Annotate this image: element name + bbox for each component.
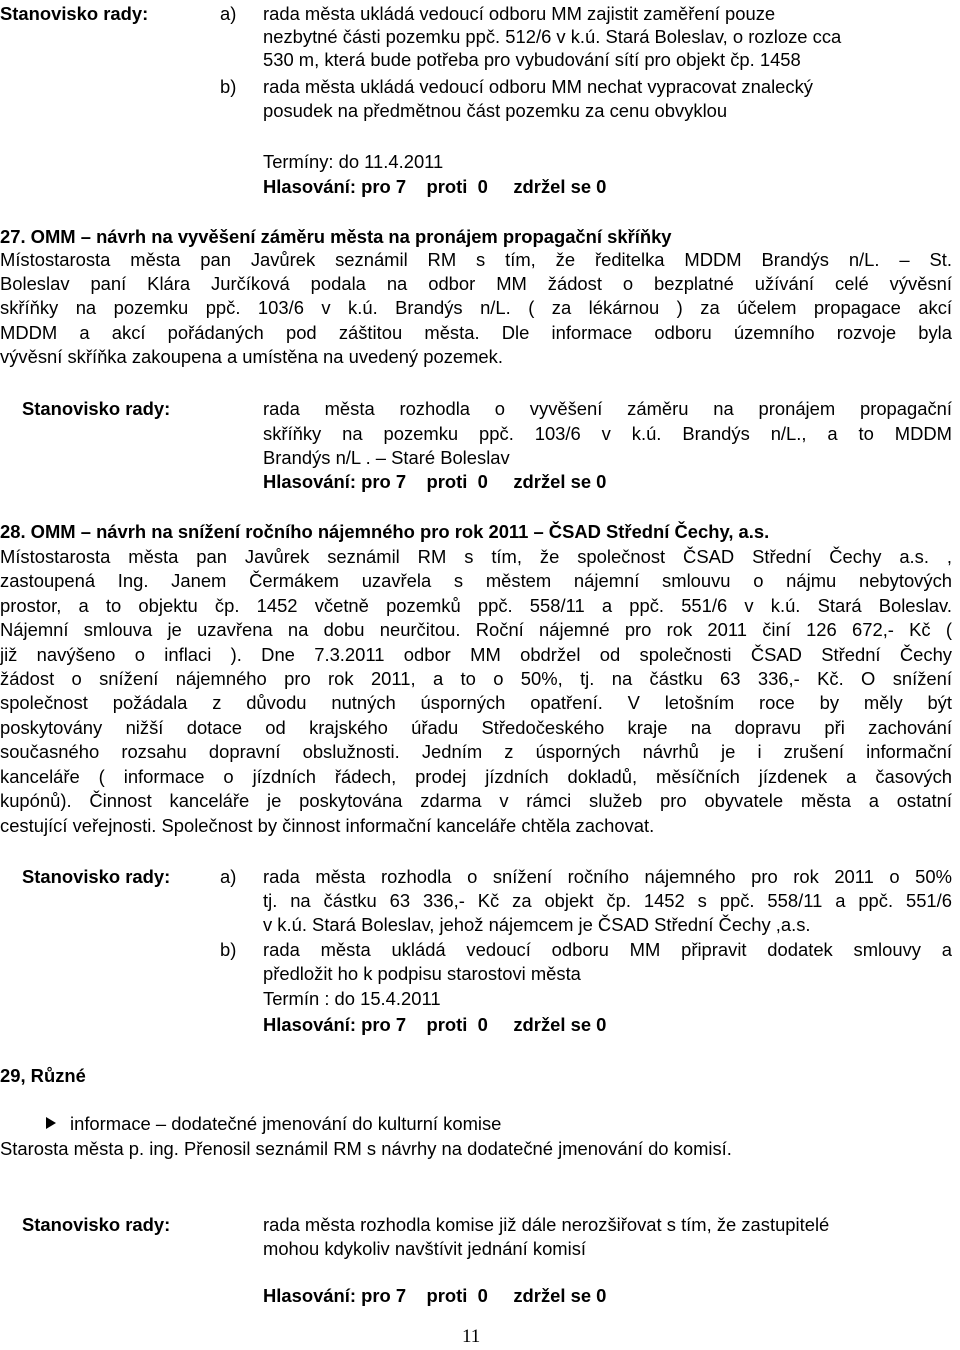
option-a-line-26-3: 530 m, která bude potřeba pro vybudování sítí pro objekt čp. 1458	[263, 49, 801, 70]
decision-27-line-1: rada města rozhodla o vyvěšení záměru na pronájem propagační	[263, 398, 952, 419]
item-28-body-8: poskytovány nižší dotace od krajského úřadu Středočeského kraje na dopravu při zachování	[0, 717, 952, 738]
decision-27-line-3: Brandýs n/L . – Staré Boleslav	[263, 447, 510, 468]
decision-29-line-2: mohou kdykoliv navštívit jednání komisí	[263, 1238, 587, 1259]
vote-result-28: Hlasování: pro 7 proti 0 zdržel se 0	[263, 1014, 607, 1035]
vote-result-27: Hlasování: pro 7 proti 0 zdržel se 0	[263, 471, 607, 492]
option-b-line-28-2: předložit ho k podpisu starostovi města	[263, 963, 581, 984]
term-28: Termín : do 15.4.2011	[263, 988, 441, 1009]
item-28-body-11: kupónů). Činnost kanceláře je poskytována zdarma v rámci služeb pro obyvatele města a ostatní	[0, 790, 952, 811]
option-a-line-26-1: rada města ukládá vedoucí odboru MM zajistit zaměření pouze	[263, 3, 776, 24]
vote-result-26: Hlasování: pro 7 proti 0 zdržel se 0	[263, 176, 607, 197]
item-29-heading: 29, Různé	[0, 1065, 86, 1086]
item-27-body-1: Místostarosta města pan Javůrek seznámil RM s tím, že ředitelka MDDM Brandýs n/L. – St.	[0, 249, 952, 270]
item-27-body-2: Boleslav paní Klára Jurčíková podala na odbor MM žádost o bezplatné užívání celé vývěsní	[0, 273, 952, 294]
item-28-body-1: Místostarosta města pan Javůrek seznámil RM s tím, že společnost ČSAD Střední Čechy a.s. ,	[0, 546, 952, 567]
arrow-bullet-icon	[46, 1117, 56, 1129]
terms-26: Termíny: do 11.4.2011	[263, 151, 444, 172]
item-28-body-10: kanceláře ( informace o jízdních řádech, prodej jízdních dokladů, měsíčních jízdenek a časových	[0, 766, 952, 787]
item-29-bullet-text: informace – dodatečné jmenování do kulturní komise	[70, 1113, 502, 1134]
option-a-line-28-3: v k.ú. Stará Boleslav, jehož nájemcem je ČSAD Střední Čechy ,a.s.	[263, 914, 811, 935]
item-27-body-5: vývěsní skříňka zakoupena a umístěna na uvedený pozemek.	[0, 346, 503, 367]
stanovisko-label-28: Stanovisko rady:	[22, 866, 171, 887]
option-a-line-28-1: rada města rozhodla o snížení ročního nájemného pro rok 2011 o 50%	[263, 866, 952, 887]
page-number: 11	[462, 1326, 481, 1347]
stanovisko-label-27: Stanovisko rady:	[22, 398, 171, 419]
item-28-body-7: společnost požádala z důvodu nutných úsporných opatření. V letošním roce by měly být	[0, 692, 952, 713]
option-b-marker-28: b)	[220, 939, 237, 960]
item-27-body-3: skříňky na pozemku ppč. 103/6 v k.ú. Brandýs n/L. ( za lékárnou ) za účelem propagace akcí	[0, 297, 952, 318]
item-28-body-3: prostor, a to objektu čp. 1452 včetně pozemků ppč. 558/11 a ppč. 551/6 v k.ú. Stará Boleslav.	[0, 595, 952, 616]
option-b-line-26-2: posudek na předmětnou část pozemku za cenu obvyklou	[263, 100, 728, 121]
item-28-body-4: Nájemní smlouva je uzavřena na dobu neurčitou. Roční nájemné pro rok 2011 činí 126 672,- Kč (	[0, 619, 952, 640]
item-28-body-2: zastoupená Ing. Janem Čermákem uzavřela s městem nájemní smlouvu o nájmu nebytových	[0, 570, 952, 591]
item-28-body-12: cestující veřejnosti. Společnost by činnost informační kanceláře chtěla zachovat.	[0, 815, 655, 836]
option-a-line-26-2: nezbytné části pozemku ppč. 512/6 v k.ú. Stará Boleslav, o rozloze cca	[263, 26, 842, 47]
stanovisko-label-26: Stanovisko rady:	[0, 3, 149, 24]
option-b-line-26-1: rada města ukládá vedoucí odboru MM nechat vypracovat znalecký	[263, 76, 813, 97]
decision-27-line-2: skříňky na pozemku ppč. 103/6 v k.ú. Brandýs n/L., a to MDDM	[263, 423, 952, 444]
option-b-marker-26: b)	[220, 76, 237, 97]
decision-29-line-1: rada města rozhodla komise již dále nerozšiřovat s tím, že zastupitelé	[263, 1214, 830, 1235]
option-a-marker-28: a)	[220, 866, 237, 887]
stanovisko-label-29: Stanovisko rady:	[22, 1214, 171, 1235]
item-27-heading: 27. OMM – návrh na vyvěšení záměru města na pronájem propagační skříňky	[0, 226, 672, 247]
option-a-marker-26: a)	[220, 3, 237, 24]
option-b-line-28-1: rada města ukládá vedoucí odboru MM připravit dodatek smlouvy a	[263, 939, 952, 960]
option-a-line-28-2: tj. na částku 63 336,- Kč za objekt čp. 1452 s ppč. 558/11 a ppč. 551/6	[263, 890, 952, 911]
item-28-body-6: žádost o snížení nájemného pro rok 2011, a to o 50%, tj. na částku 63 336,- Kč. O snížení	[0, 668, 952, 689]
item-28-body-9: současného rozsahu dopravní obslužnosti. Jedním z úsporných návrhů je i zrušení informační	[0, 741, 952, 762]
item-29-body: Starosta města p. ing. Přenosil seznámil RM s návrhy na dodatečné jmenování do komisí.	[0, 1138, 732, 1159]
vote-result-29: Hlasování: pro 7 proti 0 zdržel se 0	[263, 1285, 607, 1306]
item-28-body-5: již navýšeno o inflaci ). Dne 7.3.2011 odbor MM obdržel od společnosti ČSAD Střední Čechy	[0, 644, 952, 665]
item-27-body-4: MDDM a akcí pořádaných pod záštitou města. Dle informace odboru územního rozvoje byla	[0, 322, 952, 343]
item-28-heading: 28. OMM – návrh na snížení ročního nájemného pro rok 2011 – ČSAD Střední Čechy, a.s.	[0, 521, 770, 542]
